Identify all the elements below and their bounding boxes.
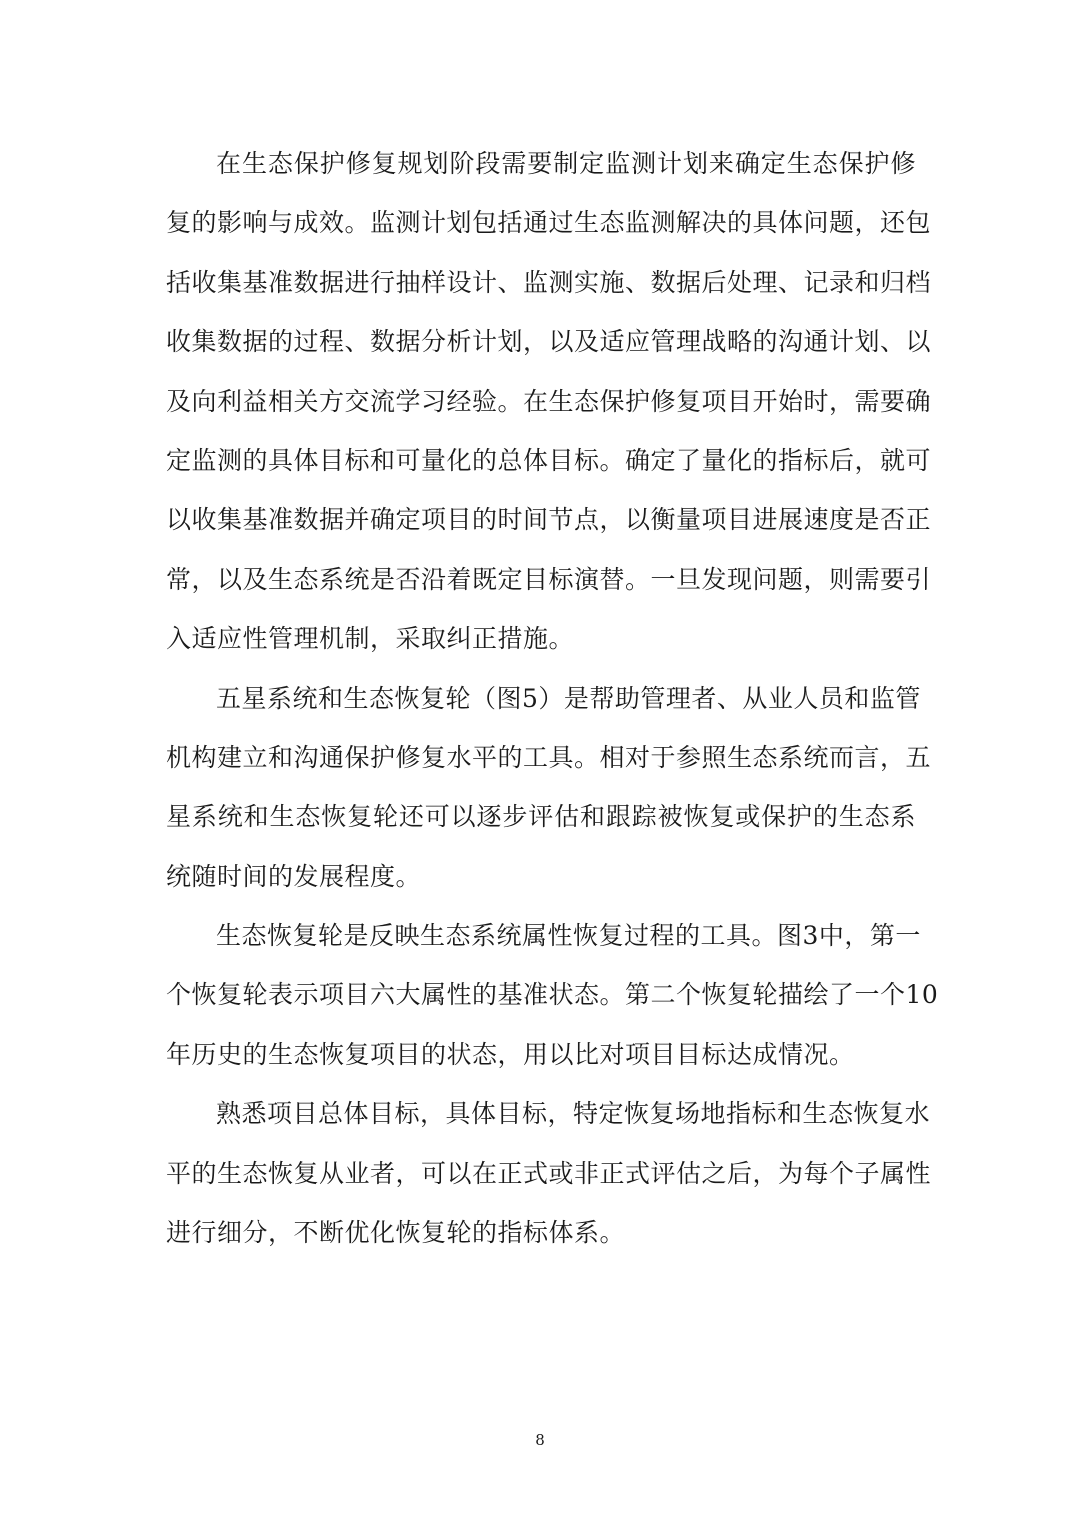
paragraph bbox=[166, 669, 932, 907]
text-line: 在生态保护修复规划阶段需要制定监测计划来确定生态保护修 bbox=[216, 149, 916, 178]
text-line: 括收集基准数据进行抽样设计、监测实施、数据后处理、记录和归档 bbox=[166, 267, 932, 297]
paragraph bbox=[166, 134, 932, 669]
text-line: 五星系统和生态恢复轮（图5）是帮助管理者、从业人员和监管 bbox=[216, 683, 921, 713]
text-line: 个恢复轮表示项目六大属性的基准状态。第二个恢复轮描绘了一个10 bbox=[166, 980, 939, 1010]
text-line: 年历史的生态恢复项目的状态，用以比对项目目标达成情况。 bbox=[166, 1039, 855, 1069]
text-line: 及向利益相关方交流学习经验。在生态保护修复项目开始时，需要确 bbox=[166, 386, 932, 416]
body-text bbox=[166, 134, 939, 1262]
text-line: 生态恢复轮是反映生态系统属性恢复过程的工具。图3中，第一 bbox=[216, 921, 921, 951]
text-line: 入适应性管理机制，采取纠正措施。 bbox=[166, 624, 575, 654]
text-line: 常，以及生态系统是否沿着既定目标演替。一旦发现问题，则需要引 bbox=[166, 564, 932, 594]
page-number: 8 bbox=[535, 1431, 545, 1449]
text-line: 熟悉项目总体目标，具体目标，特定恢复场地指标和生态恢复水 bbox=[216, 1099, 931, 1129]
text-line: 定监测的具体目标和可量化的总体目标。确定了量化的指标后，就可 bbox=[166, 445, 932, 475]
text-line: 统随时间的发展程度。 bbox=[166, 861, 422, 891]
text-line: 以收集基准数据并确定项目的时间节点，以衡量项目进展速度是否正 bbox=[166, 505, 932, 535]
text-line: 星系统和生态恢复轮还可以逐步评估和跟踪被恢复或保护的生态系 bbox=[166, 802, 916, 832]
text-line: 收集数据的过程、数据分析计划，以及适应管理战略的沟通计划、以 bbox=[166, 327, 932, 357]
text-line: 平的生态恢复从业者，可以在正式或非正式评估之后，为每个子属性 bbox=[166, 1158, 932, 1188]
paragraph bbox=[166, 1084, 932, 1262]
text-line: 机构建立和沟通保护修复水平的工具。相对于参照生态系统而言，五 bbox=[166, 742, 932, 772]
text-line: 进行细分，不断优化恢复轮的指标体系。 bbox=[166, 1218, 626, 1248]
paragraph bbox=[166, 906, 939, 1084]
text-line: 复的影响与成效。监测计划包括通过生态监测解决的具体问题，还包 bbox=[166, 208, 932, 238]
